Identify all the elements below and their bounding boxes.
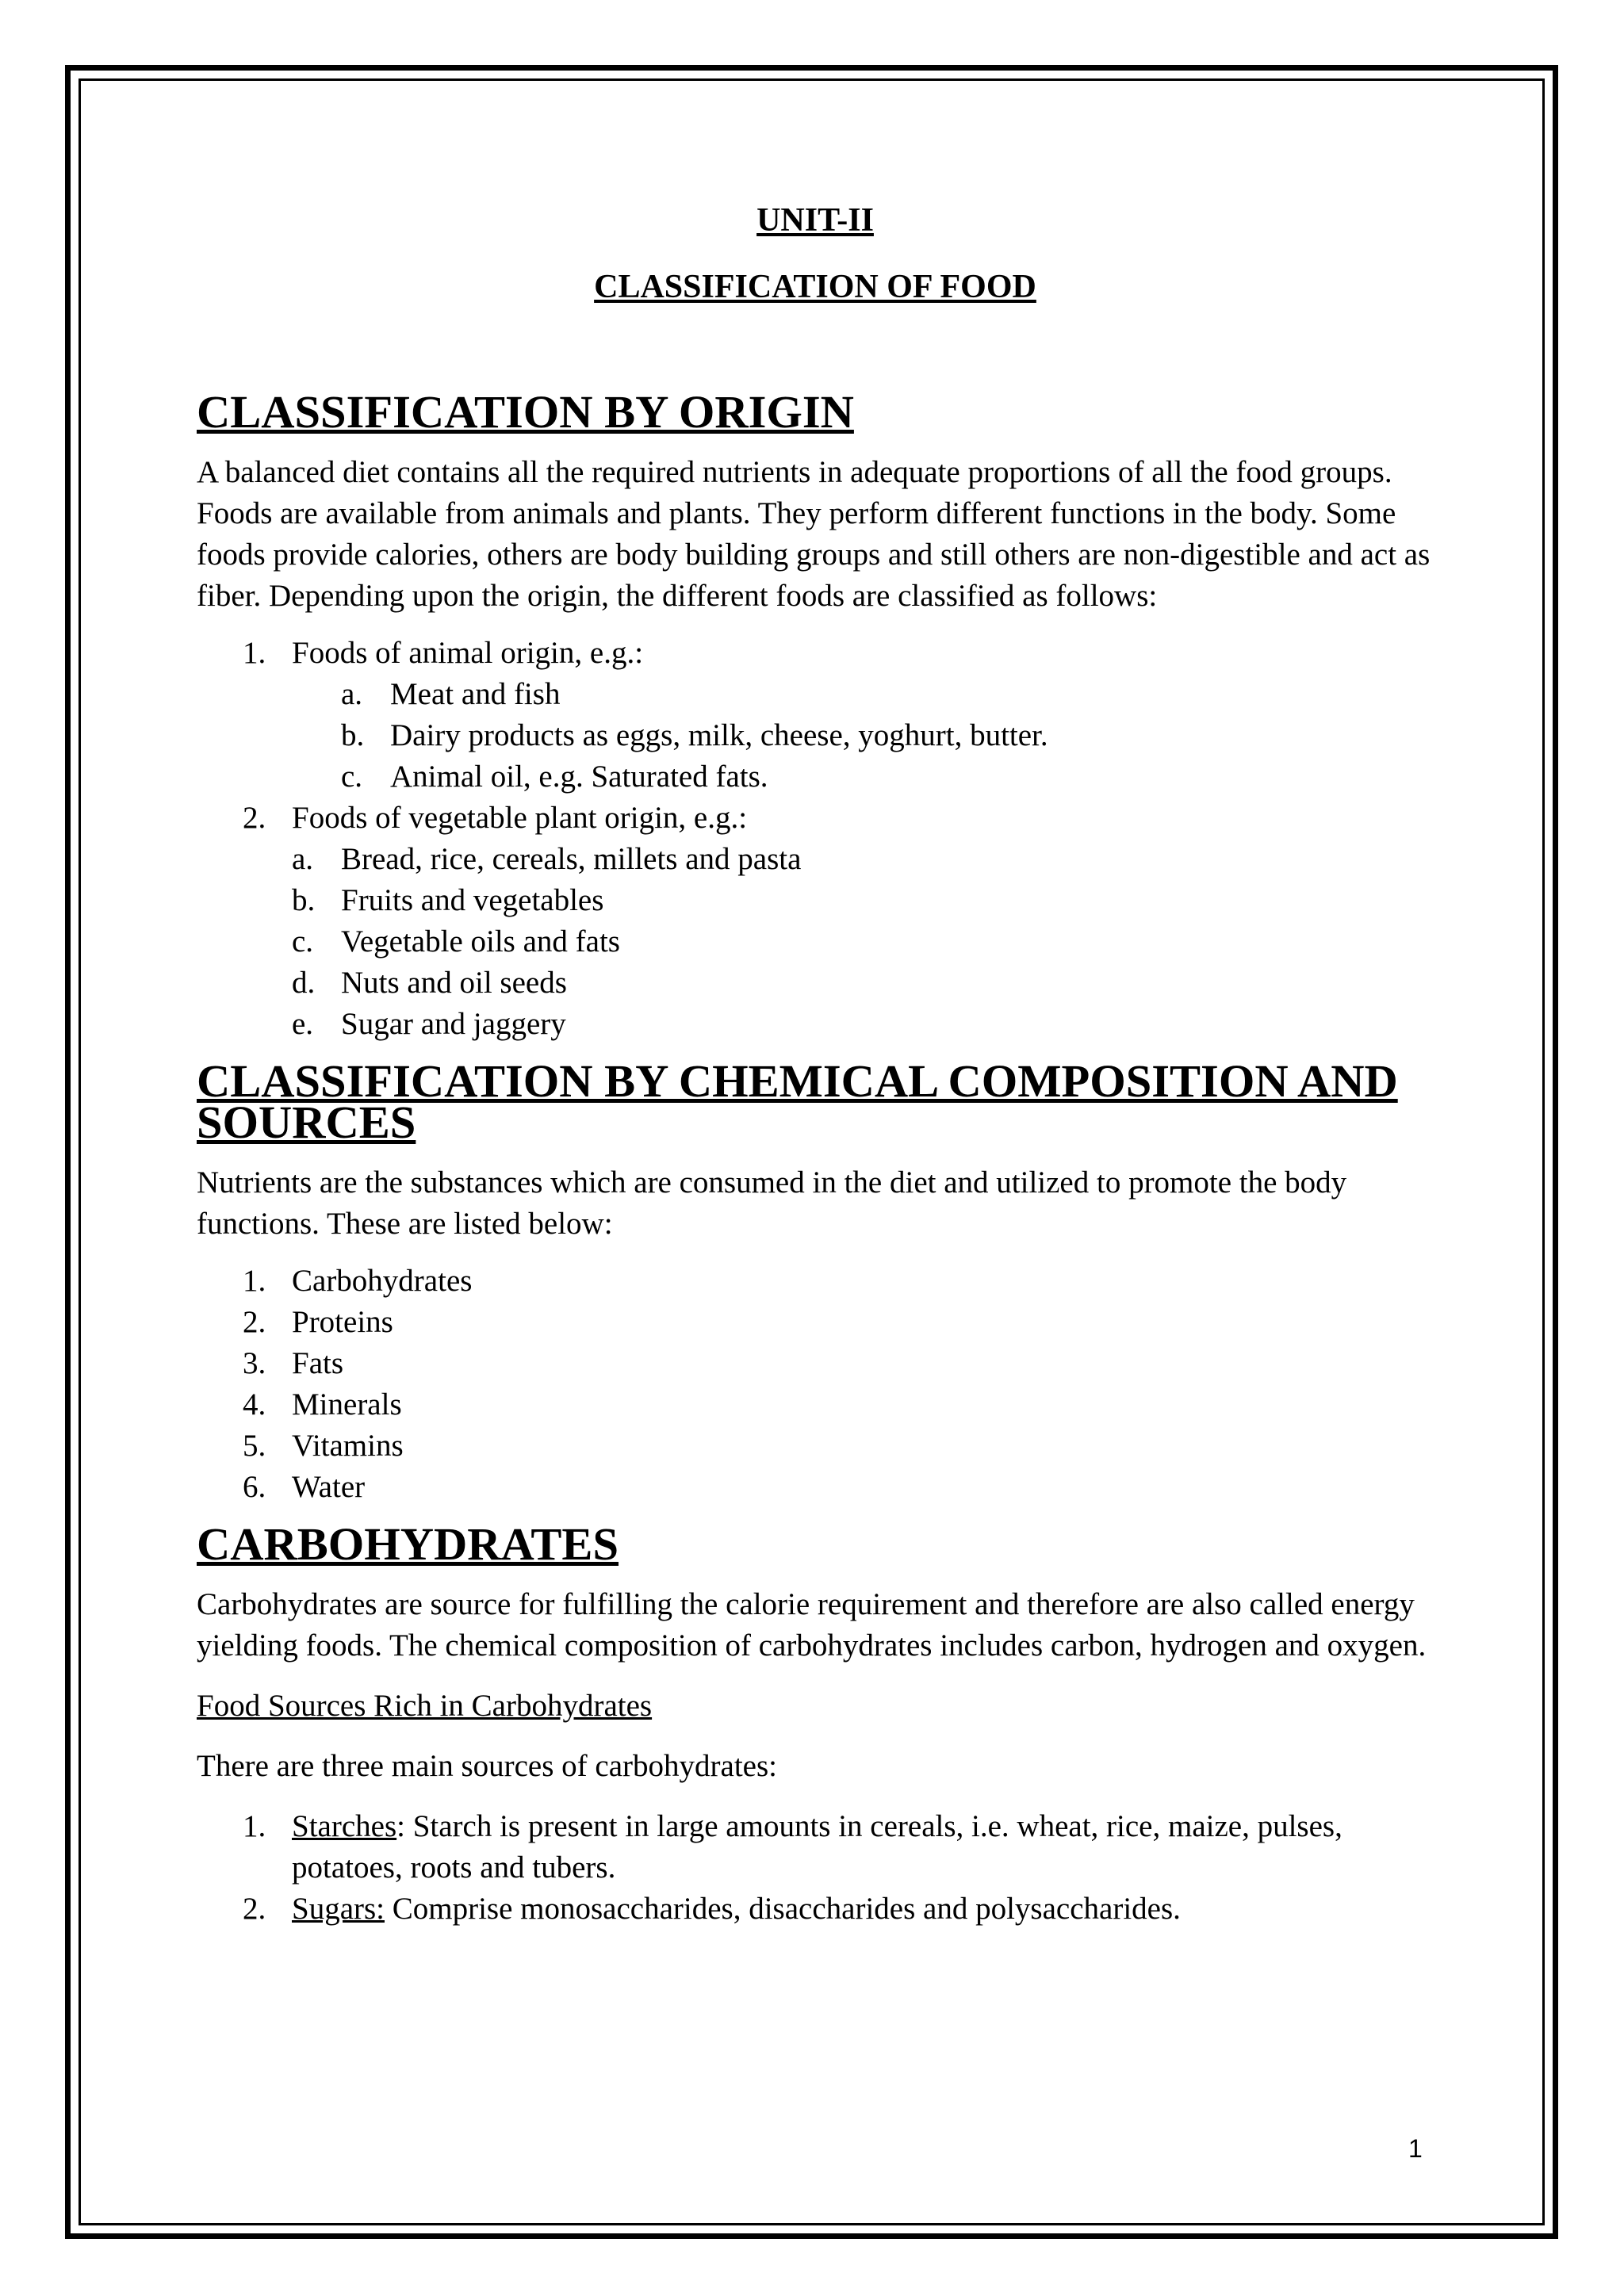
nutrient-list bbox=[197, 1261, 1434, 1508]
list-item bbox=[197, 1467, 1434, 1508]
list-item-text: Dairy products as eggs, milk, cheese, yoghurt, butter. bbox=[390, 718, 1048, 752]
list-item bbox=[197, 962, 1434, 1004]
list-marker: d. bbox=[292, 966, 316, 1000]
list-marker: b. bbox=[341, 718, 365, 752]
page-number: 1 bbox=[1408, 2134, 1423, 2163]
list-marker: 2. bbox=[243, 1892, 266, 1926]
list-item-text: Vegetable oils and fats bbox=[341, 924, 620, 959]
list-item-text bbox=[292, 1806, 1434, 1888]
list-item-text: Nuts and oil seeds bbox=[341, 966, 567, 1000]
list-marker: 1. bbox=[243, 636, 266, 670]
list-marker: 1. bbox=[243, 1264, 266, 1298]
list-item bbox=[197, 715, 1434, 756]
list-marker: 5. bbox=[243, 1429, 266, 1463]
list-item-text: Proteins bbox=[292, 1305, 393, 1339]
page-title: CLASSIFICATION OF FOOD bbox=[594, 269, 1036, 305]
list-item-text: Meat and fish bbox=[390, 677, 561, 711]
list-marker: c. bbox=[341, 760, 363, 794]
carbohydrates-paragraph: Carbohydrates are source for fulfilling the calorie requirement and therefore are also called energy yielding foods. The chemical composition of carbohydrates includes carbon, hydrogen and oxygen. bbox=[197, 1587, 1427, 1663]
list-item-text: Foods of animal origin, e.g.: bbox=[292, 636, 644, 670]
list-marker: 6. bbox=[243, 1470, 266, 1504]
list-item-text: Bread, rice, cereals, millets and pasta bbox=[341, 842, 802, 876]
list-item bbox=[197, 1806, 1434, 1888]
list-marker: 3. bbox=[243, 1346, 266, 1380]
list-item bbox=[197, 880, 1434, 921]
list-item bbox=[197, 674, 1434, 715]
source-term: Sugars: bbox=[292, 1892, 385, 1926]
list-item bbox=[197, 633, 1434, 674]
list-item-text: Carbohydrates bbox=[292, 1264, 473, 1298]
document-body bbox=[197, 198, 1434, 1930]
source-description: Comprise monosaccharides, disaccharides and polysaccharides. bbox=[385, 1892, 1181, 1926]
chemical-paragraph: Nutrients are the substances which are consumed in the diet and utilized to promote the body functions. These are listed below: bbox=[197, 1165, 1347, 1241]
list-marker: e. bbox=[292, 1007, 314, 1041]
list-item bbox=[197, 1888, 1434, 1930]
source-term: Starches bbox=[292, 1809, 397, 1843]
list-marker: a. bbox=[292, 842, 314, 876]
list-item-text: Fats bbox=[292, 1346, 344, 1380]
origin-paragraph: A balanced diet contains all the required nutrients in adequate proportions of all the food groups. Foods are available from animals and plants. They perform different functions in the body. Some foods provide calories, others are body building groups and still others are non-digestible and act as fiber. Depending upon the origin, the different foods are classified as follows: bbox=[197, 455, 1431, 613]
list-item bbox=[197, 839, 1434, 880]
unit-title: UNIT-II bbox=[756, 202, 874, 239]
list-item-text: Minerals bbox=[292, 1387, 402, 1422]
origin-list bbox=[197, 633, 1434, 1045]
list-item-text bbox=[292, 1888, 1434, 1930]
list-item bbox=[197, 756, 1434, 798]
list-marker: c. bbox=[292, 924, 314, 959]
carbohydrate-sources-list bbox=[197, 1806, 1434, 1930]
carbohydrates-intro: There are three main sources of carbohydrates: bbox=[197, 1749, 777, 1783]
list-item bbox=[197, 1302, 1434, 1343]
carbohydrates-heading: CARBOHYDRATES bbox=[197, 1518, 619, 1570]
carbohydrates-subheading: Food Sources Rich in Carbohydrates bbox=[197, 1689, 653, 1723]
list-item bbox=[197, 921, 1434, 962]
list-marker: 2. bbox=[243, 801, 266, 835]
source-description: : Starch is present in large amounts in cereals, i.e. wheat, rice, maize, pulses, potatoes, roots and tubers. bbox=[292, 1809, 1342, 1885]
list-item bbox=[197, 1384, 1434, 1425]
list-item bbox=[197, 1425, 1434, 1467]
list-item bbox=[197, 1261, 1434, 1302]
origin-heading: CLASSIFICATION BY ORIGIN bbox=[197, 386, 854, 438]
list-item-text: Sugar and jaggery bbox=[341, 1007, 566, 1041]
list-item-text: Water bbox=[292, 1470, 366, 1504]
list-item bbox=[197, 1004, 1434, 1045]
list-marker: 1. bbox=[243, 1809, 266, 1843]
list-item bbox=[197, 798, 1434, 839]
list-item-text: Vitamins bbox=[292, 1429, 404, 1463]
list-marker: a. bbox=[341, 677, 363, 711]
list-marker: 4. bbox=[243, 1387, 266, 1422]
list-item-text: Fruits and vegetables bbox=[341, 883, 604, 917]
list-item-text: Foods of vegetable plant origin, e.g.: bbox=[292, 801, 748, 835]
chemical-heading: CLASSIFICATION BY CHEMICAL COMPOSITION AND SOURCES bbox=[197, 1055, 1398, 1148]
list-marker: 2. bbox=[243, 1305, 266, 1339]
list-marker: b. bbox=[292, 883, 316, 917]
list-item-text: Animal oil, e.g. Saturated fats. bbox=[390, 760, 768, 794]
list-item bbox=[197, 1343, 1434, 1384]
